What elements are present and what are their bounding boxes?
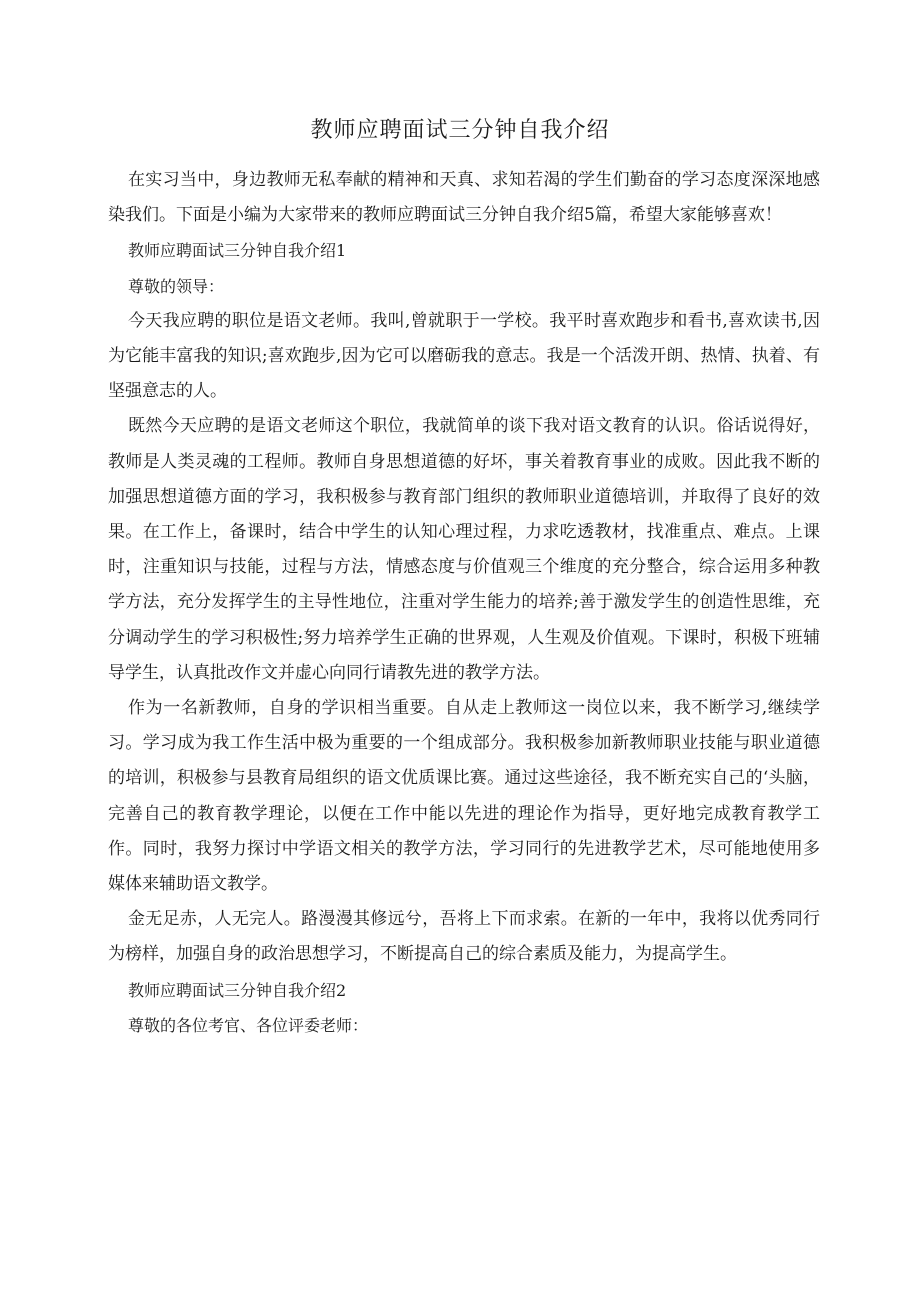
salutation-2: 尊敬的各位考官、各位评委老师： (128, 1015, 369, 1035)
salutation-1: 尊敬的领导： (128, 276, 225, 296)
body-paragraph: 金无足赤，人无完人。路漫漫其修远兮，吾将上下而求索。在新的一年中，我将以优秀同行为榜样，加强自身的政治思想学习，不断提高自己的综合素质及能力，为提高学生。 (108, 909, 820, 965)
document-title: 教师应聘面试三分钟自我介绍 (310, 118, 610, 143)
intro-paragraph: 在实习当中，身边教师无私奉献的精神和天真、求知若渴的学生们勤奋的学习态度深深地感染我们。下面是小编为大家带来的教师应聘面试三分钟自我介绍5篇，希望大家能够喜欢！ (108, 170, 820, 226)
body-paragraph: 今天我应聘的职位是语文老师。我叫,曾就职于一学校。我平时喜欢跑步和看书,喜欢读书,因为它能丰富我的知识;喜欢跑步,因为它可以磨砺我的意志。我是一个活泼开朗、热情、执着、有坚强意志的人。 (108, 310, 820, 402)
section-heading-2: 教师应聘面试三分钟自我介绍2 (128, 980, 347, 1000)
section-heading-1: 教师应聘面试三分钟自我介绍1 (128, 241, 347, 261)
body-paragraph: 作为一名新教师，自身的学识相当重要。自从走上教师这一岗位以来，我不断学习,继续学习。学习成为我工作生活中极为重要的一个组成部分。我积极参加新教师职业技能与职业道德的培训，积极参与县教育局组织的语文优质课比赛。通过这些途径，我不断充实自己的‘头脑，完善自己的教育教学理论，以便在工作中能以先进的理论作为指导，更好地完成教育教学工作。同时，我努力探讨中学语文相关的教学方法，学习同行的先进教学艺术，尽可能地使用多媒体来辅助语文教学。 (108, 698, 820, 895)
document-body (108, 163, 820, 1043)
body-paragraph: 既然今天应聘的是语文老师这个职位，我就简单的谈下我对语文教育的认识。俗话说得好，教师是人类灵魂的工程师。教师自身思想道德的好坏，事关着教育事业的成败。因此我不断的加强思想道德方面的学习，我积极参与教育部门组织的教师职业道德培训，并取得了良好的效果。在工作上，备课时，结合中学生的认知心理过程，力求吃透教材，找准重点、难点。上课时，注重知识与技能，过程与方法，情感态度与价值观三个维度的充分整合，综合运用多种教学方法，充分发挥学生的主导性地位，注重对学生能力的培养;善于激发学生的创造性思维，充分调动学生的学习积极性;努力培养学生正确的世界观，人生观及价值观。下课时，积极下班辅导学生，认真批改作文并虚心向同行请教先进的教学方法。 (108, 416, 820, 683)
